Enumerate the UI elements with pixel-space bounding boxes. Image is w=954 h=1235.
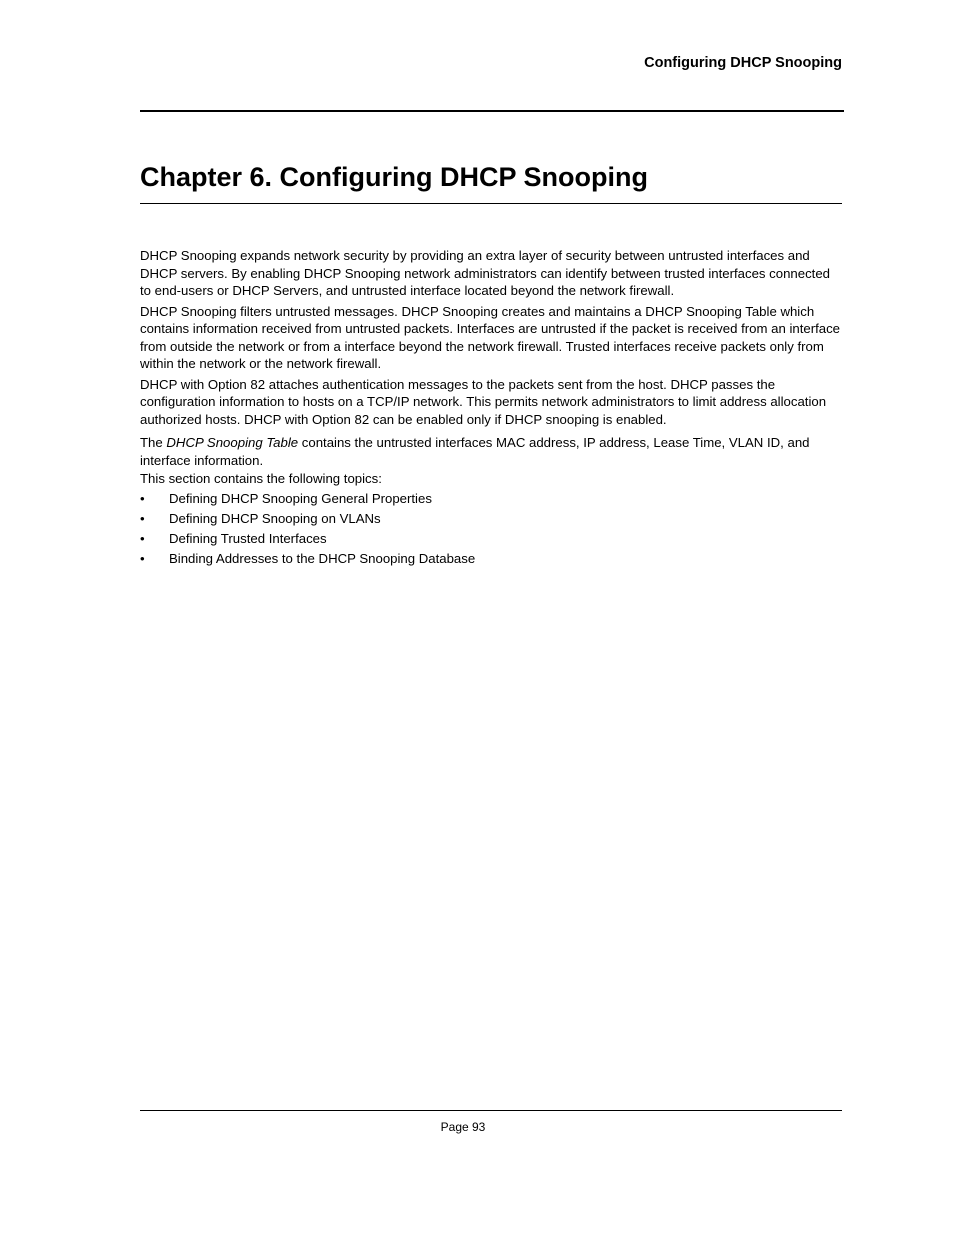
- paragraph-intro: DHCP Snooping expands network security by providing an extra layer of security between untrusted interfaces and DHCP servers. By enabling DHCP Snooping network administrators can identify between trusted interfaces connected to end-users or DHCP Servers, and untrusted interface located beyond the network firewall.: [140, 248, 831, 298]
- topic-label: Defining DHCP Snooping General Properties: [169, 490, 432, 506]
- paragraph-snooping-table-prefix: The: [140, 435, 167, 450]
- paragraph-snooping-table: [140, 434, 842, 469]
- bullet-icon: •: [140, 510, 145, 526]
- topic-item: [140, 509, 842, 529]
- page-number: Page 93: [440, 1120, 486, 1134]
- topic-item: [140, 489, 842, 509]
- topic-label: Defining DHCP Snooping on VLANs: [169, 510, 381, 526]
- running-header-title: Configuring DHCP Snooping: [644, 55, 842, 71]
- chapter-title: Chapter 6. Configuring DHCP Snooping: [140, 162, 648, 192]
- snooping-table-emphasis: DHCP Snooping Table: [166, 435, 299, 450]
- topic-label: Binding Addresses to the DHCP Snooping Database: [169, 550, 476, 566]
- paragraph-filtering: DHCP Snooping filters untrusted messages. DHCP Snooping creates and maintains a DHCP Snooping Table which contains information received from untrusted packets. Interfaces are untrusted if the packet is received from an interface from outside the network or from a interface beyond the network firewall. Trusted interfaces receive packets only from within the network or the network firewall.: [140, 303, 841, 371]
- paragraph-topics-intro: This section contains the following topics:: [140, 471, 382, 486]
- bullet-icon: •: [140, 530, 145, 546]
- body-text: [140, 247, 842, 569]
- topic-item: [140, 529, 842, 549]
- title-divider: [140, 203, 842, 204]
- bullet-icon: •: [140, 550, 145, 566]
- paragraph-snooping-table-suffix: contains the untrusted interfaces MAC address, IP address, Lease Time, VLAN ID, and interface information.: [140, 435, 810, 468]
- topic-label: Defining Trusted Interfaces: [169, 530, 327, 546]
- bullet-icon: •: [140, 490, 145, 506]
- header-divider: [140, 110, 844, 112]
- footer-divider: [140, 1110, 842, 1111]
- topics-list: [140, 489, 842, 569]
- topic-item: [140, 549, 842, 569]
- paragraph-option82: DHCP with Option 82 attaches authentication messages to the packets sent from the host. DHCP passes the configuration information to hosts on a TCP/IP network. This permits network administrators to limit address allocation authorized hosts. DHCP with Option 82 can be enabled only if DHCP snooping is enabled.: [140, 376, 827, 427]
